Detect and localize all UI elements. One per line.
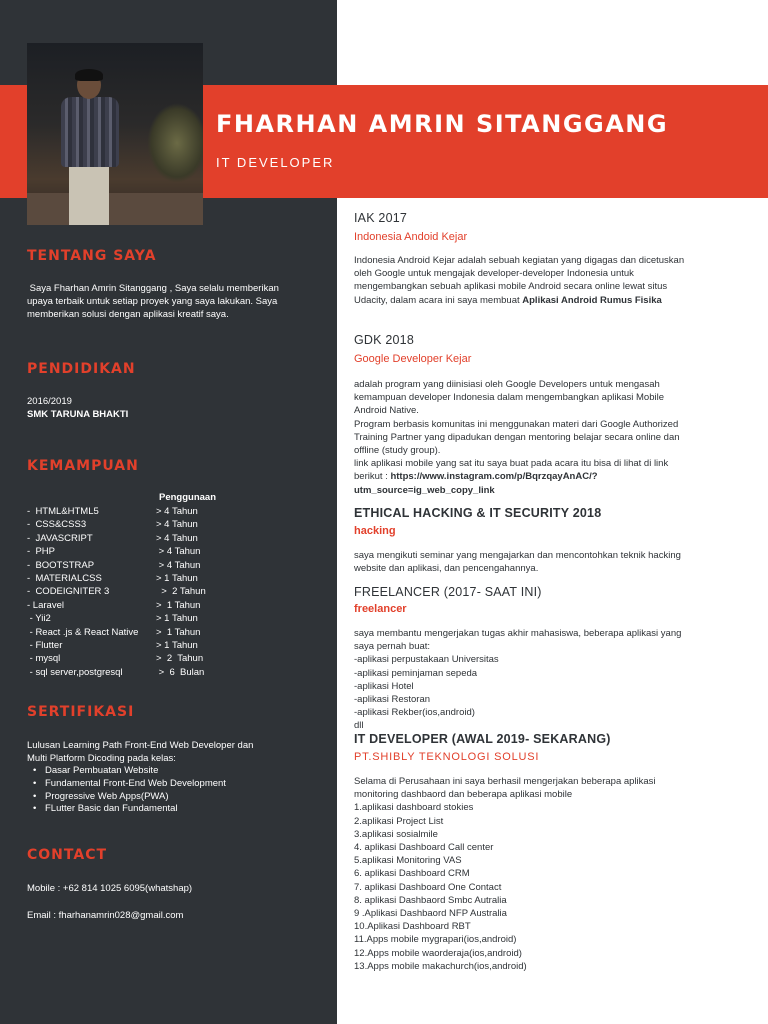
education-period: 2016/2019 [27,396,72,407]
experience-title-hacking: ETHICAL HACKING & IT SECURITY 2018 [354,506,602,520]
skill-row [27,585,317,598]
skill-row [27,532,317,545]
skill-duration: > 1 Tahun [156,613,198,625]
skill-row [27,639,317,652]
list-item: • Progressive Web Apps(PWA) [27,791,327,804]
skill-name: - JAVASCRIPT [27,532,93,544]
skill-duration: > 4 Tahun [156,546,201,558]
skill-name: - React .js & React Native [27,626,139,638]
experience-text-iak: Indonesia Android Kejar adalah sebuah kegiatan yang digagas dan dicetuskan oleh Google untuk mengajak developer-developer Indonesia untuk mengembangkan sebuah aplikasi mobile Android secara online lewat situs Udacity, dalam acara ini saya membuat Aplikasi Android Rumus Fisika [354,255,685,306]
experience-text-hacking: saya mengikuti seminar yang mengajarkan dan mencontohkan teknik hacking website dan aplikasi, dan pencengahannya. [354,550,681,575]
skill-name: - PHP [27,546,55,558]
experience-text-itdev: Selama di Perusahaan ini saya berhasil mengerjakan beberapa aplikasi monitoring dashbaord dan beberapa aplikasi mobile 1.aplikasi dashboard stokies 2.aplikasi Project List 3.aplikasi sosialmile 4. aplikasi Dashboard Call center 5.aplikasi Monitoring VAS 6. aplikasi Dashboard CRM 7. aplikasi Dashboard One Contact 8. aplikasi Dashbaord Smbc Autralia 9 .Aplikasi Dashbaord NFP Australia 10.Aplikasi Dashboard RBT 11.Apps mobile mygrapari(ios,android) 12.Apps mobile waorderaja(ios,android) 13.Apps mobile makachurch(ios,android) [354,776,656,972]
skill-duration: > 4 Tahun [156,532,198,544]
skill-name: - Laravel [27,599,64,611]
experience-title-itdev: IT DEVELOPER (AWAL 2019- SEKARANG) [354,732,611,746]
experience-title-freelancer: FREELANCER (2017- SAAT INI) [354,585,542,599]
list-item: • Fundamental Front-End Web Development [27,778,327,791]
experience-title-gdk: GDK 2018 [354,333,414,347]
section-title-certification: SERTIFIKASI [27,704,135,720]
skill-name: - mysql [27,653,61,665]
skill-name: - MATERIALCSS [27,573,102,584]
skill-row [27,545,317,558]
experience-text-gdk: adalah program yang diinisiasi oleh Google Developers untuk mengasah kemampuan developer Indonesia dalam mengembangkan aplikasi Mobile Android Native. Program berbasis komunitas ini menggunakan materi dari Google Authorized Training Partner yang dipadukan dengan mentoring belajar secara online dan offline (study group). link aplikasi mobile yang sat itu saya buat pada acara itu bisa di lihat di link berikut : https://www.instagram.com/p/BqrzqayAnAC/? utm_source=ig_web_copy_link [354,379,680,496]
skill-duration: > 1 Tahun [156,599,201,611]
section-title-skills: KEMAMPUAN [27,458,139,474]
skill-row [27,559,317,572]
skill-row [27,505,317,518]
section-title-about: TENTANG SAYA [27,248,157,264]
skill-duration: > 4 Tahun [156,559,201,571]
education-school: SMK TARUNA BHAKTI [27,409,129,420]
skill-row [27,666,317,679]
experience-subtitle-itdev: PT.SHIBLY TEKNOLOGI SOLUSI [354,751,540,763]
skill-name: - CODEIGNITER 3 [27,586,110,598]
skill-duration: > 6 Bulan [156,666,205,678]
skills-usage-header: Penggunaan [159,492,217,503]
instagram-link[interactable]: https://www.instagram.com/p/BqrzqayAnAC/? [390,471,598,483]
skill-duration: > 4 Tahun [156,506,198,517]
skill-name: - Flutter [27,640,63,651]
experience-subtitle-iak: Indonesia Andoid Kejar [354,231,468,243]
skill-name: - BOOTSTRAP [27,559,95,571]
skill-row [27,626,317,639]
experience-subtitle-gdk: Google Developer Kejar [354,353,472,365]
experience-subtitle-freelancer: freelancer [354,603,407,615]
experience-title-iak: IAK 2017 [354,211,408,225]
skill-row [27,518,317,531]
photo-person [55,71,125,225]
certification-list [27,765,327,816]
page-title: FHARHAN AMRIN SITANGGANG [216,110,669,138]
experience-subtitle-hacking: hacking [354,525,396,537]
skill-duration: > 2 Tahun [156,653,204,665]
experience-text-freelancer: saya membantu mengerjakan tugas akhir mahasiswa, beberapa aplikasi yang saya pernah buat: -aplikasi perpustakaan Universitas -aplikasi peminjaman sepeda -aplikasi Hotel -aplikasi Restoran -aplikasi Rekber(ios,android) dll [354,628,682,732]
skill-name: - CSS&CSS3 [27,519,87,531]
profile-photo [27,43,203,225]
skill-row [27,572,317,585]
contact-mobile[interactable]: Mobile : +62 814 1025 6095(whatshap) [27,883,193,894]
photo-plant [147,103,203,183]
skill-name: - Yii2 [27,613,51,625]
section-title-contact: CONTACT [27,847,108,863]
job-title: IT DEVELOPER [216,155,335,170]
skill-row [27,652,317,665]
skill-row [27,599,317,612]
skill-row [27,612,317,625]
list-item: • Dasar Pembuatan Website [27,765,327,778]
about-text: Saya Fharhan Amrin Sitanggang , Saya selalu memberikan upaya terbaik untuk setiap proyek yang saya lakukan. Saya memberikan solusi dengan aplikasi kreatif saya. [27,283,279,320]
section-title-education: PENDIDIKAN [27,361,136,377]
skill-duration: > 1 Tahun [156,573,198,584]
skill-name: - HTML&HTML5 [27,506,99,517]
certification-intro: Lulusan Learning Path Front-End Web Developer dan Multi Platform Dicoding pada kelas: [27,740,254,764]
skill-duration: > 1 Tahun [156,626,201,638]
skill-duration: > 4 Tahun [156,519,198,531]
skill-duration: > 1 Tahun [156,640,198,651]
instagram-link-continued[interactable]: utm_source=ig_web_copy_link [354,484,495,496]
list-item: • FLutter Basic dan Fundamental [27,803,327,816]
skill-duration: > 2 Tahun [156,586,206,598]
skill-name: - sql server,postgresql [27,666,123,678]
contact-email[interactable]: Email : fharhanamrin028@gmail.com [27,910,184,921]
